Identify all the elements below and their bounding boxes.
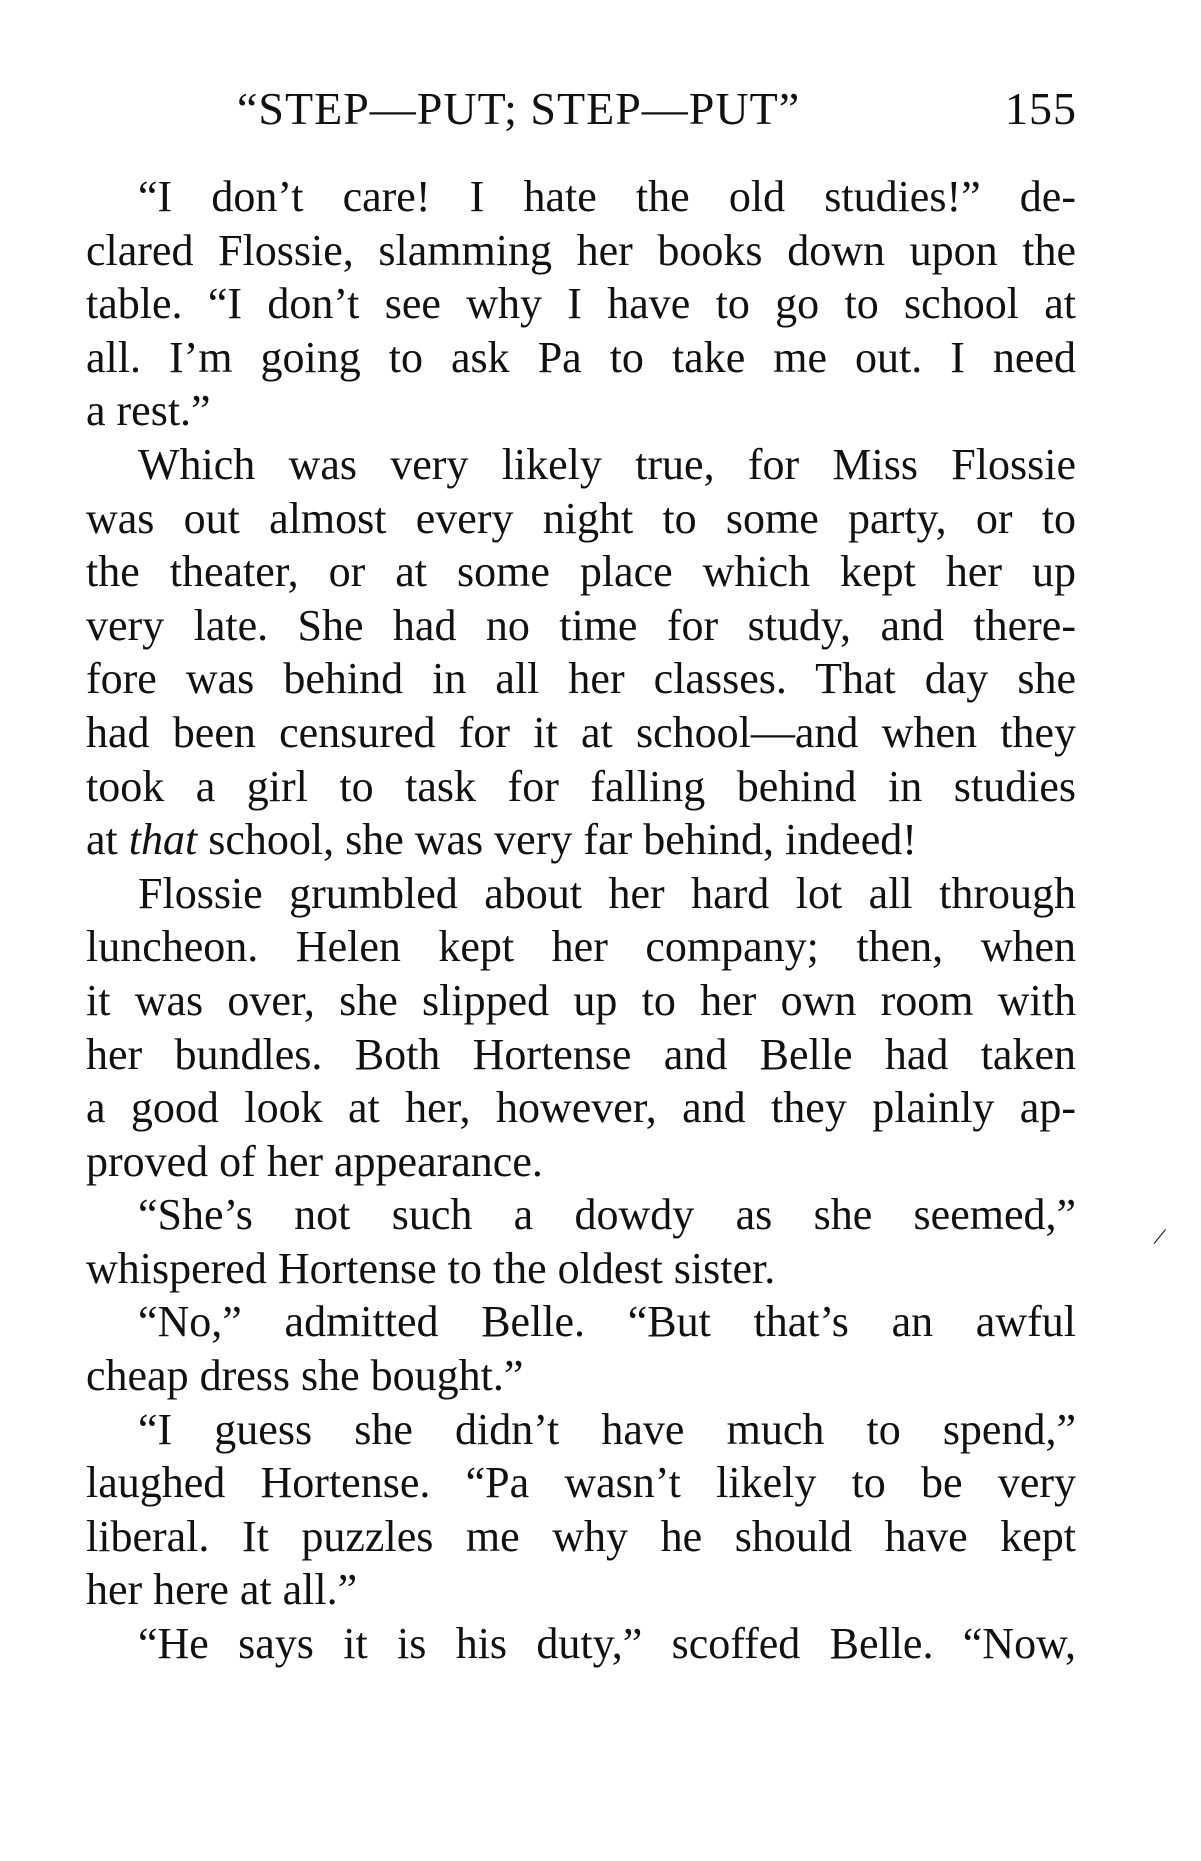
text-line: very late. She had no time for study, and there- <box>86 600 1076 650</box>
running-title: “STEP—PUT; STEP—PUT” <box>237 83 801 134</box>
text-line: all. I’m going to ask Pa to take me out. I need <box>86 332 1076 382</box>
text-line: a good look at her, however, and they plainly ap- <box>86 1083 1076 1133</box>
text-line: Which was very likely true, for Miss Flossie <box>138 439 1076 489</box>
text-line: laughed Hortense. “Pa wasn’t likely to be very <box>86 1458 1076 1508</box>
text-line: the theater, or at some place which kept her up <box>86 547 1076 597</box>
body-text <box>86 170 1076 1671</box>
text-line: was out almost every night to some party, or to <box>86 493 1076 543</box>
text-line: Flossie grumbled about her hard lot all through <box>138 868 1076 918</box>
text-line: whispered Hortense to the oldest sister. <box>86 1243 776 1293</box>
text-line: “She’s not such a dowdy as she seemed,” <box>138 1190 1076 1240</box>
emphasized-word: that <box>128 815 198 865</box>
text-line: had been censured for it at school—and when they <box>86 707 1076 757</box>
text-line: clared Flossie, slamming her books down upon the <box>86 225 1076 275</box>
page-number: 155 <box>1005 83 1077 134</box>
text-line: a rest.” <box>86 386 211 436</box>
text-line: liberal. It puzzles me why he should have kept <box>86 1511 1076 1561</box>
text-line: “I don’t care! I hate the old studies!” de- <box>138 172 1076 221</box>
text-line: table. “I don’t see why I have to go to school at <box>86 279 1076 329</box>
text-line: her bundles. Both Hortense and Belle had taken <box>86 1029 1076 1079</box>
text-line: it was over, she slipped up to her own room with <box>86 975 1076 1025</box>
page-header <box>237 82 1077 142</box>
text-segment: school, she was very far behind, indeed! <box>197 815 917 865</box>
text-segment: at <box>86 815 129 865</box>
text-line-emphasis <box>86 813 1076 867</box>
text-line: “I guess she didn’t have much to spend,” <box>138 1404 1076 1454</box>
text-line: proved of her appearance. <box>86 1136 543 1186</box>
text-line: her here at all.” <box>86 1565 358 1615</box>
margin-mark: / <box>1151 1221 1169 1252</box>
text-line: luncheon. Helen kept her company; then, when <box>86 922 1076 972</box>
text-line: “He says it is his duty,” scoffed Belle. “Now, <box>138 1619 1076 1669</box>
text-line: cheap dress she bought.” <box>86 1351 524 1401</box>
text-line: fore was behind in all her classes. That day she <box>86 654 1076 704</box>
text-line: took a girl to task for falling behind in studies <box>86 761 1076 811</box>
text-line: “No,” admitted Belle. “But that’s an awful <box>138 1297 1076 1347</box>
